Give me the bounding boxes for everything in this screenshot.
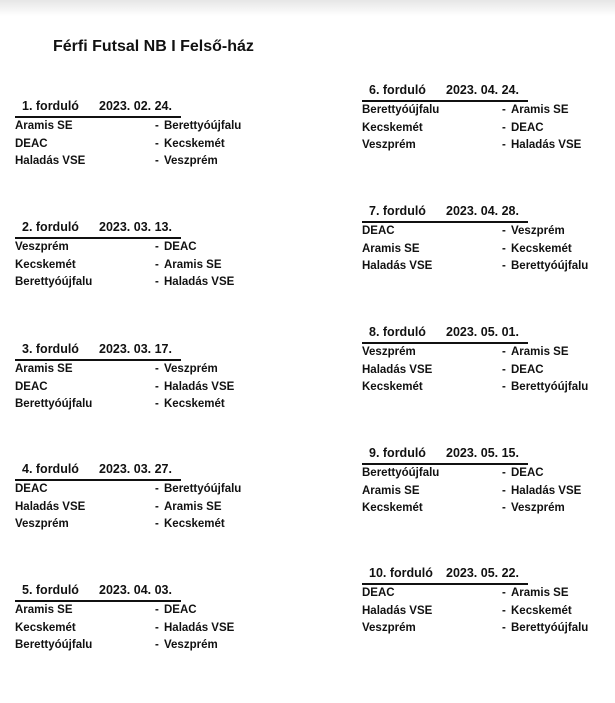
home-team: Aramis SE bbox=[362, 484, 420, 497]
round-underline bbox=[15, 479, 181, 481]
round-underline bbox=[15, 359, 181, 361]
match-row bbox=[362, 467, 602, 485]
away-team: DEAC bbox=[511, 363, 544, 376]
match-row bbox=[362, 225, 602, 243]
home-team: Veszprém bbox=[362, 622, 416, 635]
match-separator: - bbox=[502, 242, 506, 255]
home-team: Kecskemét bbox=[362, 502, 423, 515]
round-date: 2023. 05. 15. bbox=[446, 446, 519, 460]
away-team: Kecskemét bbox=[164, 137, 225, 150]
away-team: Haladás VSE bbox=[511, 484, 582, 497]
home-team: Berettyóújfalu bbox=[15, 276, 93, 289]
away-team: Kecskemét bbox=[164, 518, 225, 531]
round-4 bbox=[15, 462, 255, 531]
match-list bbox=[362, 587, 602, 640]
round-date: 2023. 02. 24. bbox=[99, 99, 172, 113]
home-team: Kecskemét bbox=[362, 121, 423, 134]
match-row bbox=[362, 346, 602, 364]
match-list bbox=[15, 120, 255, 173]
match-row bbox=[15, 639, 255, 657]
match-separator: - bbox=[155, 621, 159, 634]
round-underline bbox=[362, 583, 528, 585]
match-row bbox=[15, 155, 255, 173]
match-row bbox=[15, 381, 255, 399]
match-row bbox=[362, 381, 602, 399]
round-header bbox=[15, 342, 255, 358]
match-separator: - bbox=[155, 155, 159, 168]
round-header bbox=[15, 462, 255, 478]
match-separator: - bbox=[155, 500, 159, 513]
away-team: Kecskemét bbox=[164, 398, 225, 411]
round-header bbox=[362, 83, 602, 99]
round-label: 5. forduló bbox=[22, 583, 79, 597]
match-separator: - bbox=[155, 137, 159, 150]
home-team: Aramis SE bbox=[362, 242, 420, 255]
away-team: Berettyóújfalu bbox=[511, 381, 589, 394]
round-label: 2. forduló bbox=[22, 220, 79, 234]
match-row bbox=[362, 364, 602, 382]
round-underline bbox=[362, 100, 528, 102]
round-7 bbox=[362, 204, 602, 273]
match-separator: - bbox=[502, 622, 506, 635]
away-team: DEAC bbox=[164, 604, 197, 616]
round-2 bbox=[15, 220, 255, 289]
round-label: 10. forduló bbox=[369, 566, 433, 580]
match-separator: - bbox=[155, 380, 159, 393]
match-row bbox=[15, 398, 255, 416]
match-row bbox=[362, 485, 602, 503]
away-team: Haladás VSE bbox=[164, 380, 235, 393]
home-team: Veszprém bbox=[362, 346, 416, 358]
match-separator: - bbox=[502, 121, 506, 134]
home-team: Haladás VSE bbox=[362, 363, 433, 376]
home-team: Aramis SE bbox=[15, 363, 73, 375]
home-team: Haladás VSE bbox=[15, 500, 86, 513]
away-team: Veszprém bbox=[511, 502, 565, 515]
match-row bbox=[15, 622, 255, 640]
home-team: DEAC bbox=[15, 380, 48, 393]
home-team: Aramis SE bbox=[15, 604, 73, 616]
away-team: Kecskemét bbox=[511, 604, 572, 617]
match-row bbox=[362, 622, 602, 640]
match-list bbox=[362, 225, 602, 278]
home-team: Veszprém bbox=[15, 518, 69, 531]
home-team: Berettyóújfalu bbox=[362, 104, 440, 116]
match-list bbox=[15, 363, 255, 416]
match-row bbox=[15, 483, 255, 501]
round-date: 2023. 04. 03. bbox=[99, 583, 172, 597]
round-header bbox=[15, 583, 255, 599]
round-date: 2023. 03. 17. bbox=[99, 342, 172, 356]
match-separator: - bbox=[155, 120, 159, 132]
home-team: DEAC bbox=[15, 483, 48, 495]
match-row bbox=[362, 502, 602, 520]
round-label: 6. forduló bbox=[369, 83, 426, 97]
match-separator: - bbox=[155, 604, 159, 616]
home-team: Berettyóújfalu bbox=[362, 467, 440, 479]
away-team: Berettyóújfalu bbox=[164, 483, 242, 495]
away-team: Haladás VSE bbox=[511, 139, 582, 152]
match-separator: - bbox=[155, 398, 159, 411]
round-date: 2023. 03. 27. bbox=[99, 462, 172, 476]
round-label: 4. forduló bbox=[22, 462, 79, 476]
away-team: DEAC bbox=[511, 121, 544, 134]
match-separator: - bbox=[502, 346, 506, 358]
round-underline bbox=[15, 600, 181, 602]
round-10 bbox=[362, 566, 602, 635]
away-team: Veszprém bbox=[164, 639, 218, 652]
round-header bbox=[15, 99, 255, 115]
away-team: Aramis SE bbox=[511, 587, 569, 599]
match-separator: - bbox=[502, 502, 506, 515]
round-label: 1. forduló bbox=[22, 99, 79, 113]
home-team: DEAC bbox=[362, 225, 395, 237]
round-underline bbox=[362, 342, 528, 344]
home-team: Kecskemét bbox=[15, 621, 76, 634]
round-date: 2023. 04. 24. bbox=[446, 83, 519, 97]
round-header bbox=[15, 220, 255, 236]
away-team: Veszprém bbox=[164, 155, 218, 168]
round-label: 9. forduló bbox=[369, 446, 426, 460]
match-separator: - bbox=[502, 225, 506, 237]
match-separator: - bbox=[155, 363, 159, 375]
match-separator: - bbox=[502, 381, 506, 394]
away-team: Aramis SE bbox=[511, 346, 569, 358]
round-underline bbox=[15, 237, 181, 239]
home-team: Haladás VSE bbox=[362, 604, 433, 617]
away-team: Veszprém bbox=[164, 363, 218, 375]
match-row bbox=[362, 104, 602, 122]
match-row bbox=[15, 363, 255, 381]
away-team: Kecskemét bbox=[511, 242, 572, 255]
match-separator: - bbox=[155, 639, 159, 652]
round-header bbox=[362, 446, 602, 462]
round-6 bbox=[362, 83, 602, 152]
match-list bbox=[15, 241, 255, 294]
home-team: Berettyóújfalu bbox=[15, 639, 93, 652]
round-3 bbox=[15, 342, 255, 411]
away-team: Veszprém bbox=[511, 225, 565, 237]
round-label: 8. forduló bbox=[369, 325, 426, 339]
match-separator: - bbox=[155, 518, 159, 531]
match-separator: - bbox=[502, 139, 506, 152]
away-team: DEAC bbox=[164, 241, 197, 253]
round-date: 2023. 03. 13. bbox=[99, 220, 172, 234]
match-list bbox=[15, 604, 255, 657]
home-team: DEAC bbox=[15, 137, 48, 150]
match-row bbox=[362, 605, 602, 623]
match-row bbox=[362, 587, 602, 605]
match-list bbox=[362, 467, 602, 520]
match-separator: - bbox=[502, 260, 506, 273]
viewer-top-shadow bbox=[0, 0, 615, 16]
match-list bbox=[15, 483, 255, 536]
away-team: Aramis SE bbox=[164, 500, 222, 513]
match-row bbox=[15, 241, 255, 259]
home-team: Veszprém bbox=[15, 241, 69, 253]
round-date: 2023. 05. 01. bbox=[446, 325, 519, 339]
round-underline bbox=[15, 116, 181, 118]
home-team: Veszprém bbox=[362, 139, 416, 152]
match-row bbox=[15, 518, 255, 536]
match-row bbox=[15, 501, 255, 519]
away-team: Haladás VSE bbox=[164, 276, 235, 289]
match-row bbox=[362, 260, 602, 278]
home-team: Aramis SE bbox=[15, 120, 73, 132]
match-separator: - bbox=[502, 587, 506, 599]
round-header bbox=[362, 325, 602, 341]
match-separator: - bbox=[155, 483, 159, 495]
round-header bbox=[362, 204, 602, 220]
match-row bbox=[15, 120, 255, 138]
page-title: Férfi Futsal NB I Felső-ház bbox=[53, 38, 254, 55]
match-separator: - bbox=[502, 104, 506, 116]
away-team: Berettyóújfalu bbox=[511, 622, 589, 635]
match-row bbox=[362, 139, 602, 157]
round-label: 7. forduló bbox=[369, 204, 426, 218]
round-label: 3. forduló bbox=[22, 342, 79, 356]
match-separator: - bbox=[502, 604, 506, 617]
away-team: Haladás VSE bbox=[164, 621, 235, 634]
home-team: Berettyóújfalu bbox=[15, 398, 93, 411]
home-team: Kecskemét bbox=[15, 258, 76, 271]
match-row bbox=[15, 276, 255, 294]
match-row bbox=[15, 138, 255, 156]
match-list bbox=[362, 104, 602, 157]
match-separator: - bbox=[155, 276, 159, 289]
match-separator: - bbox=[502, 363, 506, 376]
round-5 bbox=[15, 583, 255, 652]
match-row bbox=[15, 259, 255, 277]
match-row bbox=[362, 243, 602, 261]
round-header bbox=[362, 566, 602, 582]
round-underline bbox=[362, 463, 528, 465]
away-team: Aramis SE bbox=[164, 258, 222, 271]
home-team: DEAC bbox=[362, 587, 395, 599]
match-separator: - bbox=[502, 484, 506, 497]
round-date: 2023. 05. 22. bbox=[446, 566, 519, 580]
match-separator: - bbox=[155, 241, 159, 253]
away-team: Berettyóújfalu bbox=[511, 260, 589, 273]
match-list bbox=[362, 346, 602, 399]
home-team: Haladás VSE bbox=[362, 260, 433, 273]
away-team: Aramis SE bbox=[511, 104, 569, 116]
home-team: Kecskemét bbox=[362, 381, 423, 394]
home-team: Haladás VSE bbox=[15, 155, 86, 168]
match-separator: - bbox=[502, 467, 506, 479]
away-team: Berettyóújfalu bbox=[164, 120, 242, 132]
round-9 bbox=[362, 446, 602, 515]
round-date: 2023. 04. 28. bbox=[446, 204, 519, 218]
away-team: DEAC bbox=[511, 467, 544, 479]
round-underline bbox=[362, 221, 528, 223]
round-8 bbox=[362, 325, 602, 394]
match-separator: - bbox=[155, 258, 159, 271]
match-row bbox=[15, 604, 255, 622]
round-1 bbox=[15, 99, 255, 168]
match-row bbox=[362, 122, 602, 140]
